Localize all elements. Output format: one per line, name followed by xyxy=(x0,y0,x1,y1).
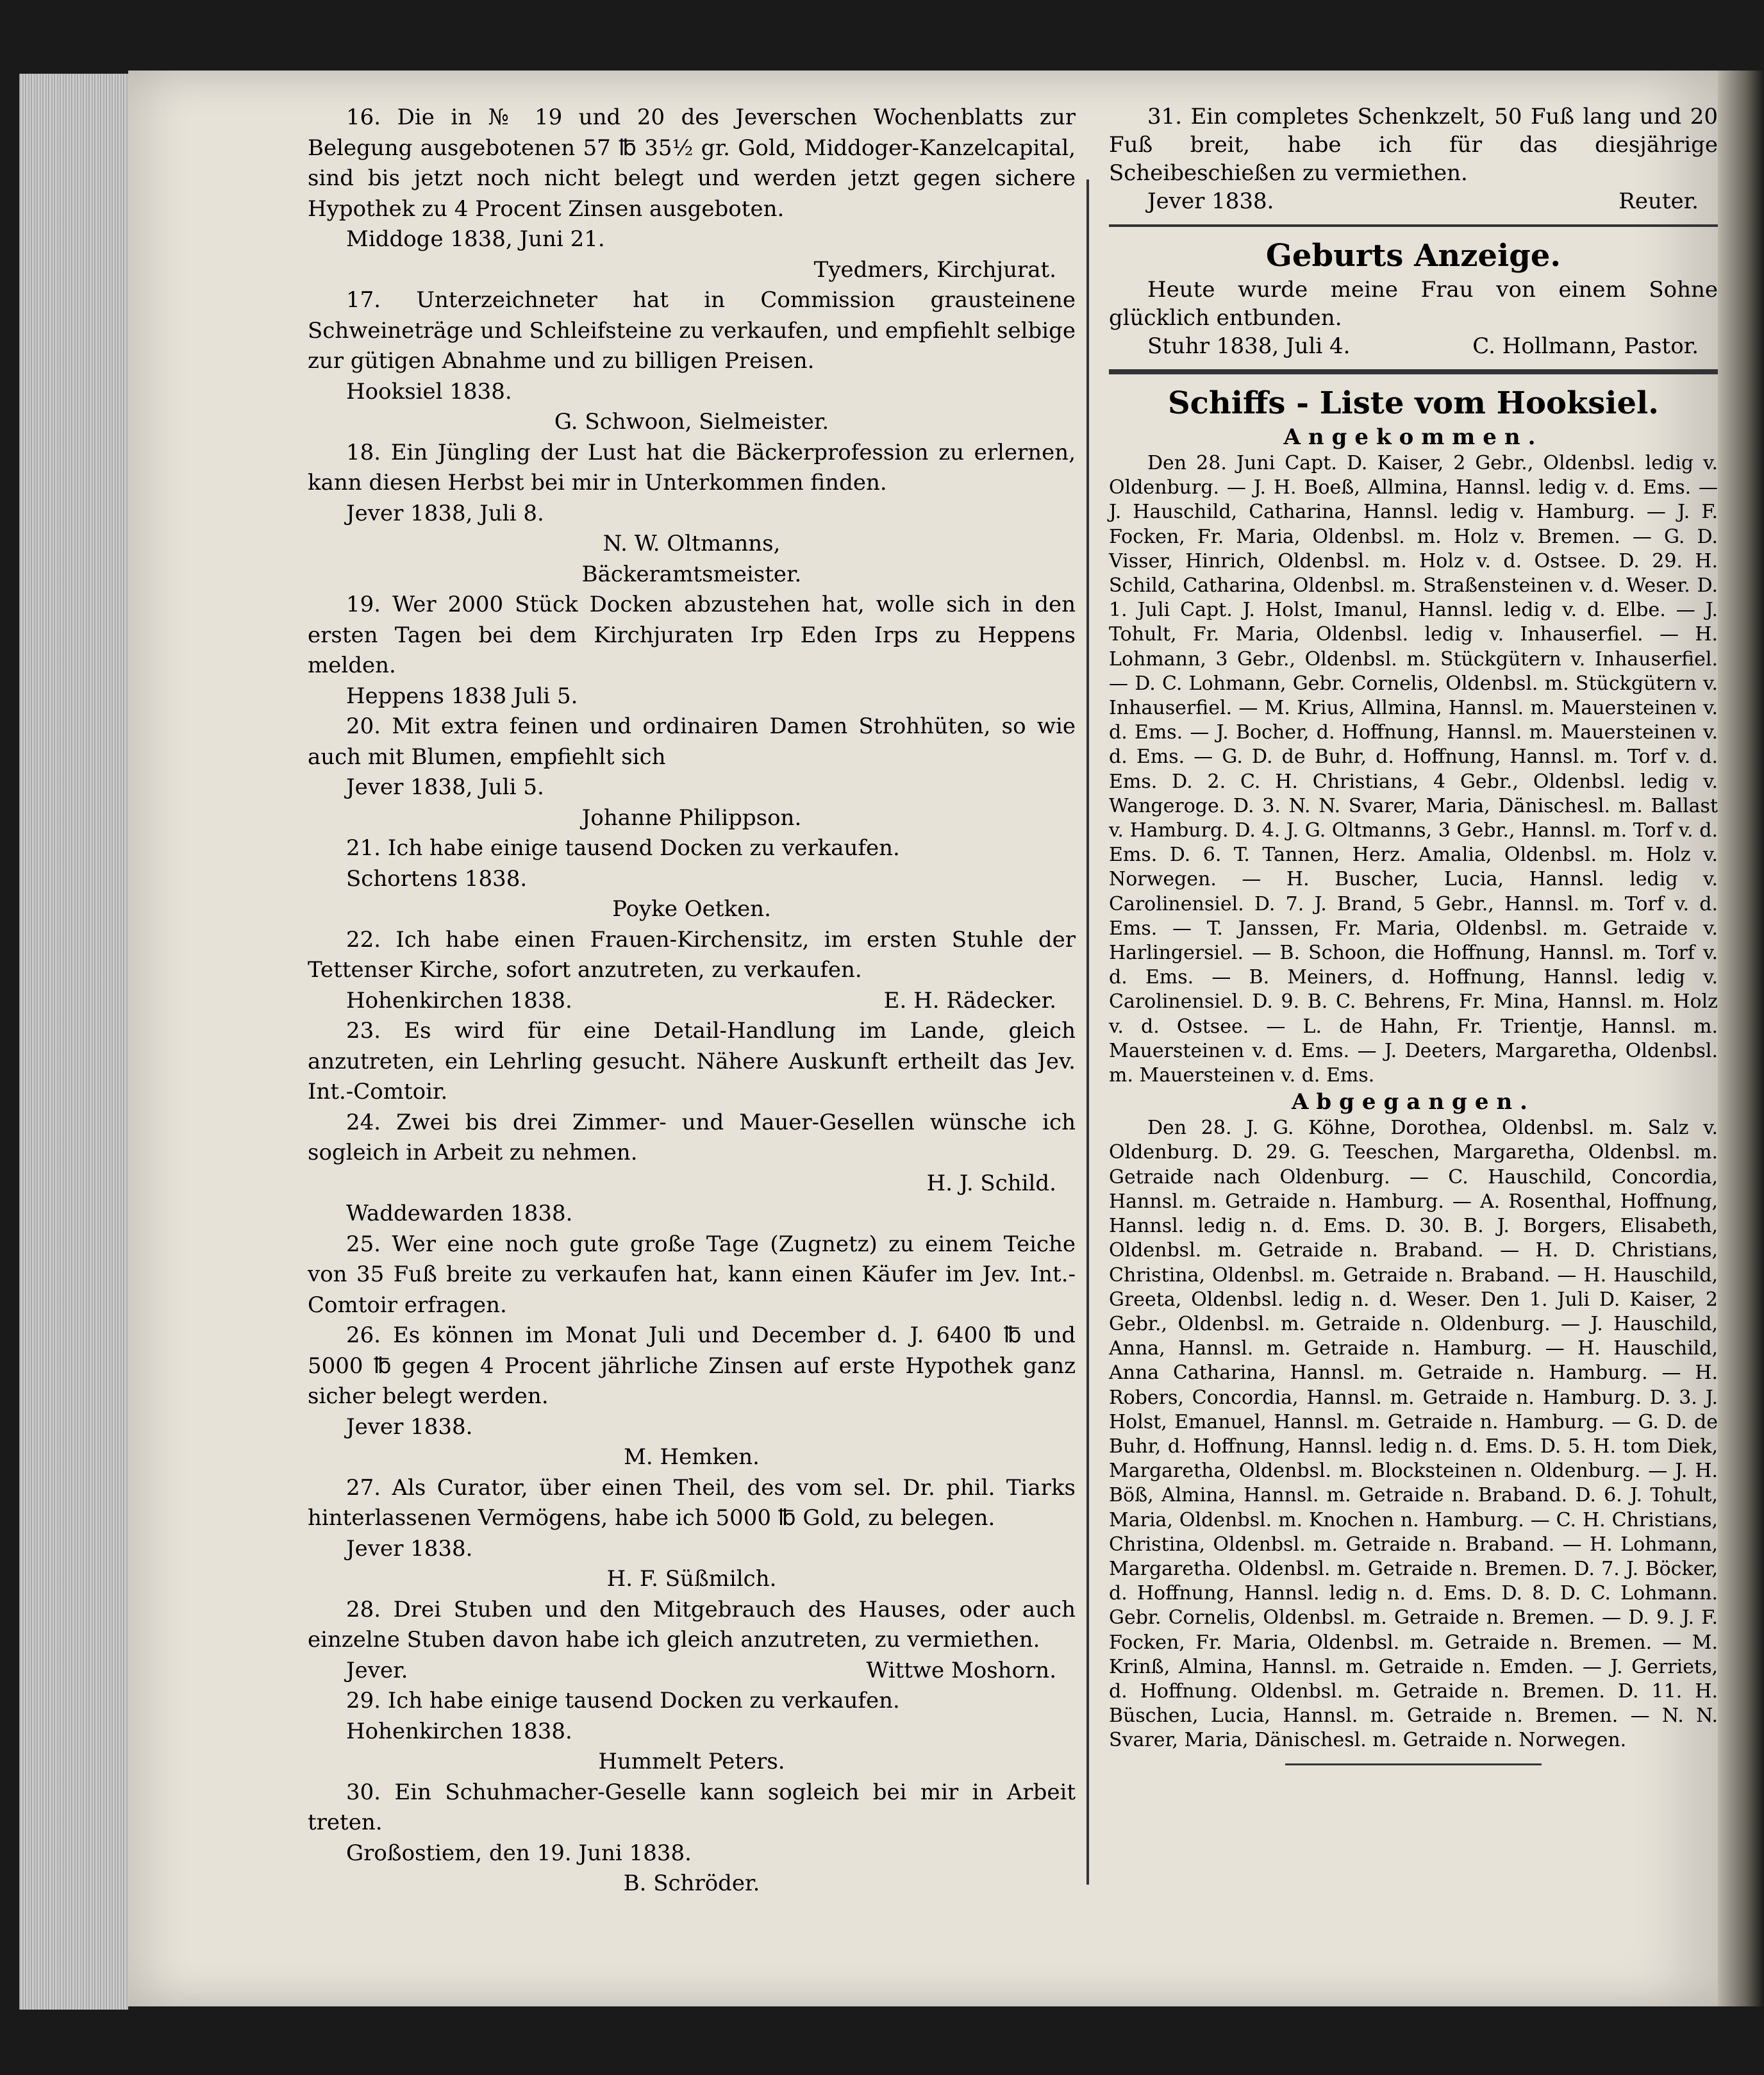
ad-28: 28. Drei Stuben und den Mitgebrauch des Hauses, oder auch einzelne Stuben davon habe ich gleich anzutreten, zu vermiethen. xyxy=(308,1596,1076,1653)
ad-19-place: Heppens 1838 Juli 5. xyxy=(346,683,578,709)
section-rule-thick xyxy=(1109,369,1718,374)
arrived-heading: Angekommen. xyxy=(1283,424,1544,450)
right-column xyxy=(1109,103,1718,1765)
book-page-edges xyxy=(19,74,128,2010)
ad-23: 23. Es wird für eine Detail-Handlung im Lande, gleich anzutreten, ein Lehrling gesucht. Nähere Auskunft ertheilt das Jev. Int.-Comtoir. xyxy=(308,1018,1076,1104)
ad-30-place: Großostiem, den 19. Juni 1838. xyxy=(346,1840,692,1866)
birth-announcement-text: Heute wurde meine Frau von einem Sohne glücklich entbunden. xyxy=(1109,277,1718,331)
ad-26-signature: M. Hemken. xyxy=(624,1444,760,1470)
ad-22-footer xyxy=(308,986,1076,1017)
ad-28-signature: Wittwe Moshorn. xyxy=(866,1657,1056,1683)
ad-24-signature: H. J. Schild. xyxy=(926,1170,1056,1196)
end-rule xyxy=(1285,1763,1542,1765)
departed-heading: Abgegangen. xyxy=(1291,1089,1536,1115)
ad-21: 21. Ich habe einige tausend Docken zu verkaufen. xyxy=(346,835,900,861)
ad-16-place: Middoge 1838, Juni 21. xyxy=(346,226,605,252)
ad-24-place: Waddewarden 1838. xyxy=(346,1201,573,1226)
section-rule xyxy=(1109,224,1718,227)
ad-26-place: Jever 1838. xyxy=(346,1413,473,1440)
ad-27-place: Jever 1838. xyxy=(346,1535,473,1562)
ad-21-place: Schortens 1838. xyxy=(346,865,528,892)
ad-22-signature: E. H. Rädecker. xyxy=(883,987,1056,1013)
ad-27-signature: H. F. Süßmilch. xyxy=(606,1566,777,1592)
ad-27: 27. Als Curator, über einen Theil, des vom sel. Dr. phil. Tiarks hinterlassenen Vermögens, habe ich 5000 ℔ Gold, zu belegen. xyxy=(308,1474,1076,1531)
ad-29-place: Hohenkirchen 1838. xyxy=(346,1718,572,1744)
ad-29-signature: Hummelt Peters. xyxy=(598,1749,785,1774)
ad-28-footer xyxy=(308,1656,1076,1687)
ad-24: 24. Zwei bis drei Zimmer- und Mauer-Gesellen wünsche ich sogleich in Arbeit zu nehmen. xyxy=(308,1109,1076,1165)
arrived-list: Den 28. Juni Capt. D. Kaiser, 2 Gebr., Oldenbsl. ledig v. Oldenburg. — J. H. Boeß, Allmina, Hannsl. ledig v. d. Ems. — J. Hauschild, Catharina, Hannsl. ledig v. Hamburg. — J. F. Focken, Fr. Maria, Oldenbsl. m. Holz v. Bremen. — G. D. Visser, Hinrich, Oldenbsl. m. Holz v. d. Ostsee. D. 29. H. Schild, Catharina, Oldenbsl. m. Straßensteinen v. d. Weser. D. 1. Juli Capt. J. Holst, Imanul, Hannsl. ledig v. d. Elbe. — J. Tohult, Fr. Maria, Oldenbsl. ledig v. Inhauserfiel. — H. Lohmann, 3 Gebr., Oldenbsl. m. Stückgütern v. Inhauserfiel. — D. C. Lohmann, Gebr. Cornelis, Oldenbsl. m. Stückgütern v. Inhauserfiel. — M. Krius, Allmina, Hannsl. m. Mauersteinen v. d. Ems. — J. Bocher, d. Hoffnung, Hannsl. m. Mauersteinen v. d. Ems. — G. D. de Buhr, d. Hoffnung, Hannsl. m. Torf v. d. Ems. D. 2. C. H. Christians, 4 Gebr., Oldenbsl. ledig v. Wangeroge. D. 3. N. N. Svarer, Maria, Dänischesl. m. Ballast v. Hamburg. D. 4. J. G. Oltmanns, 3 Gebr., Hannsl. m. Torf v. d. Ems. D. 6. T. Tannen, Herz. Amalia, Oldenbsl. m. Holz v. Norwegen. — H. Buscher, Lucia, Hannsl. ledig v. Carolinensiel. D. 7. J. Brand, 5 Gebr., Hannsl. m. Torf v. d. Ems. — T. Janssen, Fr. Maria, Oldenbsl. m. Getraide v. Harlingersiel. — B. Schoon, die Hoffnung, Hannsl. m. Torf v. d. Ems. — B. Meiners, d. Hoffnung, Hannsl. ledig v. Carolinensiel. D. 9. B. C. Behrens, Fr. Mina, Hannsl. m. Holz v. d. Ostsee. — L. de Hahn, Fr. Trientje, Hannsl. m. Mauersteinen v. d. Ems. — J. Deeters, Margaretha, Oldenbsl. m. Mauersteinen v. d. Ems. xyxy=(1109,452,1718,1087)
ad-31-signature: Reuter. xyxy=(1618,188,1699,214)
left-column xyxy=(308,103,1076,1899)
ad-30: 30. Ein Schuhmacher-Geselle kann sogleich bei mir in Arbeit treten. xyxy=(308,1779,1076,1835)
ad-16-signature: Tyedmers, Kirchjurat. xyxy=(813,256,1056,283)
ad-31: 31. Ein completes Schenkzelt, 50 Fuß lang und 20 Fuß breit, habe ich für das diesjährige Scheibeschießen zu vermiethen. xyxy=(1109,104,1718,186)
ad-22: 22. Ich habe einen Frauen-Kirchensitz, im ersten Stuhle der Tettenser Kirche, sofort anzutreten, zu verkaufen. xyxy=(308,926,1076,983)
ad-25: 25. Wer eine noch gute große Tage (Zugnetz) zu einem Teiche von 35 Fuß breite zu verkaufen hat, kann einen Käufer im Jev. Int.-Comtoir erfragen. xyxy=(308,1231,1076,1318)
ad-17-signature: G. Schwoon, Sielmeister. xyxy=(554,409,829,435)
birth-signature: C. Hollmann, Pastor. xyxy=(1472,333,1699,359)
ad-31-footer xyxy=(1109,187,1718,215)
ad-20: 20. Mit extra feinen und ordinairen Damen Strohhüten, so wie auch mit Blumen, empfiehlt sich xyxy=(308,713,1076,770)
ad-17: 17. Unterzeichneter hat in Commission grausteinene Schweineträge und Schleifsteine zu verkaufen, und empfiehlt selbige zur gütigen Abnahme und zu billigen Preisen. xyxy=(308,287,1076,374)
ad-17-place: Hooksiel 1838. xyxy=(346,378,512,404)
ad-18: 18. Ein Jüngling der Lust hat die Bäckerprofession zu erlernen, kann diesen Herbst bei mir in Unterkommen finden. xyxy=(308,439,1076,496)
ad-18-signature-title: Bäckeramtsmeister. xyxy=(581,561,802,587)
ad-18-signature: N. W. Oltmanns, xyxy=(603,531,781,556)
ad-28-place: Jever. xyxy=(346,1657,408,1683)
ad-26: 26. Es können im Monat Juli und December d. J. 6400 ℔ und 5000 ℔ gegen 4 Procent jährliche Zinsen auf erste Hypothek ganz sicher belegt werden. xyxy=(308,1322,1076,1409)
ad-29: 29. Ich habe einige tausend Docken zu verkaufen. xyxy=(346,1688,900,1713)
ad-22-place: Hohenkirchen 1838. xyxy=(346,987,572,1013)
ad-18-place: Jever 1838, Juli 8. xyxy=(346,500,544,526)
page-gutter-shadow xyxy=(1718,71,1764,2006)
ad-31-place: Jever 1838. xyxy=(1147,188,1274,214)
ship-list-title: Schiffs - Liste vom Hooksiel. xyxy=(1167,385,1659,421)
birth-announcement-title: Geburts Anzeige. xyxy=(1265,238,1561,274)
column-divider xyxy=(1086,179,1089,1885)
birth-place: Stuhr 1838, Juli 4. xyxy=(1147,333,1351,359)
birth-announcement-footer xyxy=(1109,332,1718,360)
ad-16: 16. Die in № 19 und 20 des Jeverschen Wochenblatts zur Belegung ausgebotenen 57 ℔ 35½ gr. Gold, Middoger-Kanzelcapital, sind bis jetzt noch nicht belegt und werden jetzt gegen sichere Hypothek zu 4 Procent Zinsen ausgeboten. xyxy=(308,104,1076,222)
ad-20-place: Jever 1838, Juli 5. xyxy=(346,774,544,800)
ad-21-signature: Poyke Oetken. xyxy=(612,896,771,922)
departed-list: Den 28. J. G. Köhne, Dorothea, Oldenbsl. m. Salz v. Oldenburg. D. 29. G. Teeschen, Margaretha, Oldenbsl. m. Getraide nach Oldenburg. — C. Hauschild, Concordia, Hannsl. m. Getraide n. Hamburg. — A. Rosenthal, Hoffnung, Hannsl. ledig n. d. Ems. D. 30. B. J. Borgers, Elisabeth, Oldenbsl. m. Getraide n. Braband. — H. D. Christians, Christina, Oldenbsl. m. Getraide n. Braband. — H. Hauschild, Greeta, Oldenbsl. ledig n. d. Weser. Den 1. Juli D. Kaiser, 2 Gebr., Oldenbsl. m. Getraide n. Oldenburg. — J. Hauschild, Anna, Hannsl. m. Getraide n. Hamburg. — H. Hauschild, Anna Catharina, Hannsl. m. Getraide n. Hamburg. — H. Robers, Concordia, Hannsl. m. Getraide n. Hamburg. D. 3. J. Holst, Emanuel, Hannsl. m. Getraide n. Hamburg. — G. D. de Buhr, d. Hoffnung, Hannsl. ledig n. d. Ems. D. 5. H. tom Diek, Margaretha, Oldenbsl. m. Blocksteinen n. Oldenburg. — J. H. Böß, Almina, Hannsl. m. Getraide n. Braband. D. 6. J. Tohult, Maria, Oldenbsl. m. Knochen n. Hamburg. — C. H. Christians, Christina, Oldenbsl. m. Getraide n. Braband. — H. Lohmann, Margaretha. Oldenbsl. m. Getraide n. Bremen. D. 7. J. Böcker, d. Hoffnung, Hannsl. ledig n. d. Ems. D. 8. D. C. Lohmann. Gebr. Cornelis, Oldenbsl. m. Getraide n. Bremen. — D. 9. J. F. Focken, Fr. Maria, Oldenbsl. m. Getraide n. Bremen. — M. Krinß, Almina, Hannsl. m. Getraide n. Emden. — J. Gerriets, d. Hoffnung. Oldenbsl. m. Getraide n. Bremen. D. 11. H. Büschen, Lucia, Hannsl. m. Getraide n. Bremen. — N. N. Svarer, Maria, Dänischesl. m. Getraide n. Norwegen. xyxy=(1109,1117,1718,1752)
ad-19: 19. Wer 2000 Stück Docken abzustehen hat, wolle sich in den ersten Tagen bei dem Kirchjuraten Irp Eden Irps zu Heppens melden. xyxy=(308,592,1076,678)
ad-30-signature: B. Schröder. xyxy=(623,1871,760,1896)
ad-20-signature: Johanne Philippson. xyxy=(581,804,802,831)
